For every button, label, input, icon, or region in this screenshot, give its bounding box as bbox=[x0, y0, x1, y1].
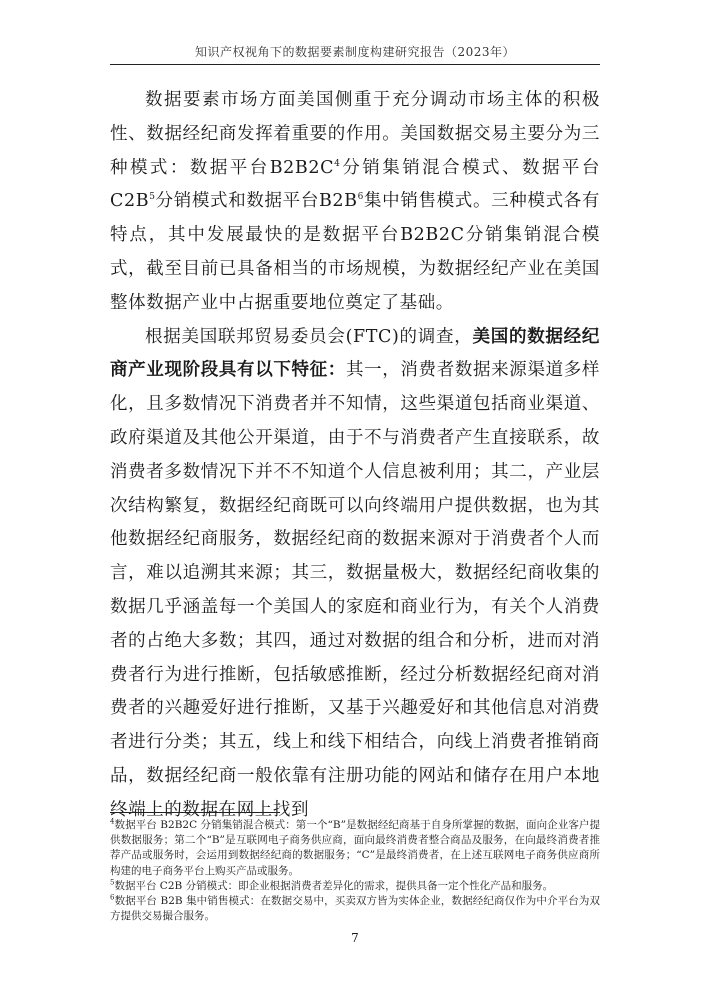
footnote-6 bbox=[110, 894, 600, 924]
footnotes bbox=[110, 818, 600, 924]
running-header: 知识产权视角下的数据要素制度构建研究报告（2023年） bbox=[194, 45, 516, 59]
footnote-ref-4[interactable]: 4 bbox=[334, 158, 341, 169]
header-rule bbox=[110, 64, 600, 65]
paragraph-1-text-a: 数据要素市场方面美国侧重于充分调动市场主体的积极性、数据经纪商发挥着重要的作用。美国数据交易主要分为三种模式：数据平台B2B2C bbox=[110, 90, 600, 178]
footnote-number: 5 bbox=[110, 878, 115, 887]
paragraph-2 bbox=[110, 321, 600, 828]
paragraph-2-text-b: 其一，消费者数据来源渠道多样化，且多数情况下消费者并不知情，这些渠道包括商业渠道、政府渠道及其他公开渠道，由于不与消费者产生直接联系，故消费者多数情况下并不不知道个人信息被利用；其二，产业层次结构繁复，数据经纪商既可以向终端用户提供数据，也为其他数据经纪商服务，数据经纪商的数据来源对于消费者个人而言，难以追溯其来源；其三，数据量极大，数据经纪商收集的数据几乎涵盖每一个美国人的家庭和商业行为，有关个人消费者的占绝大多数；其四，通过对数据的组合和分析，进而对消费者行为进行推断，包括敏感推断，经过分析数据经纪商对消费者的兴趣爱好进行推断，又基于兴趣爱好和其他信息对消费者进行分类；其五，线上和线下相结合，向线上消费者推销商品，数据经纪商一般依靠有注册功能的网站和储存在用户本地终端上的数据在网上找到 bbox=[110, 360, 600, 820]
paragraph-2-text-a: 根据美国联邦贸易委员会(FTC)的调查， bbox=[145, 326, 473, 347]
footnote-text: 数据平台 B2B 集中销售模式：在数据交易中，买卖双方皆为实体企业，数据经纪商仅作为中介平台为双方提供交易撮合服务。 bbox=[110, 895, 600, 923]
paragraph-1-text-b: 分销集销混合模式、数据平台C2B bbox=[110, 157, 600, 212]
body-text bbox=[110, 84, 600, 828]
paragraph-1 bbox=[110, 84, 600, 321]
footnote-rule bbox=[110, 812, 280, 813]
footnote-text: 数据平台 B2B2C 分销集销混合模式：第一个“B”是数据经纪商基于自身所掌握的数据，面向企业客户提供数据服务；第二个“B”是互联网电子商务供应商，面向最终消费者整合商品及服务，在向最终消费者推荐产品或服务时，会运用到数据经纪商的数据服务；“C”是最终消费者，在上述互联网电子商务供应商所构建的电子商务平台上购买产品或服务。 bbox=[110, 819, 600, 877]
footnote-ref-6[interactable]: 6 bbox=[357, 192, 364, 203]
footnote-number: 4 bbox=[110, 817, 115, 826]
page-number: 7 bbox=[351, 931, 359, 945]
footnote-5 bbox=[110, 879, 600, 894]
paragraph-1-text-c: 分销模式和数据平台B2B bbox=[155, 191, 358, 212]
paragraph-1-text-d: 集中销售模式。三种模式各有特点，其中发展最快的是数据平台B2B2C分销集销混合模式，截至目前已具备相当的市场规模，为数据经纪产业在美国整体数据产业中占据重要地位奠定了基础。 bbox=[110, 191, 600, 313]
footnote-ref-5[interactable]: 5 bbox=[149, 192, 156, 203]
paragraph-2-bold-text: 美国的数据经纪商产业现阶段具有以下特征： bbox=[110, 326, 601, 381]
footnote-text: 数据平台 C2B 分销模式：即企业根据消费者差异化的需求，提供具备一定个性化产品和服务。 bbox=[114, 879, 554, 892]
footnote-4 bbox=[110, 818, 600, 879]
footnote-number: 6 bbox=[110, 893, 115, 902]
